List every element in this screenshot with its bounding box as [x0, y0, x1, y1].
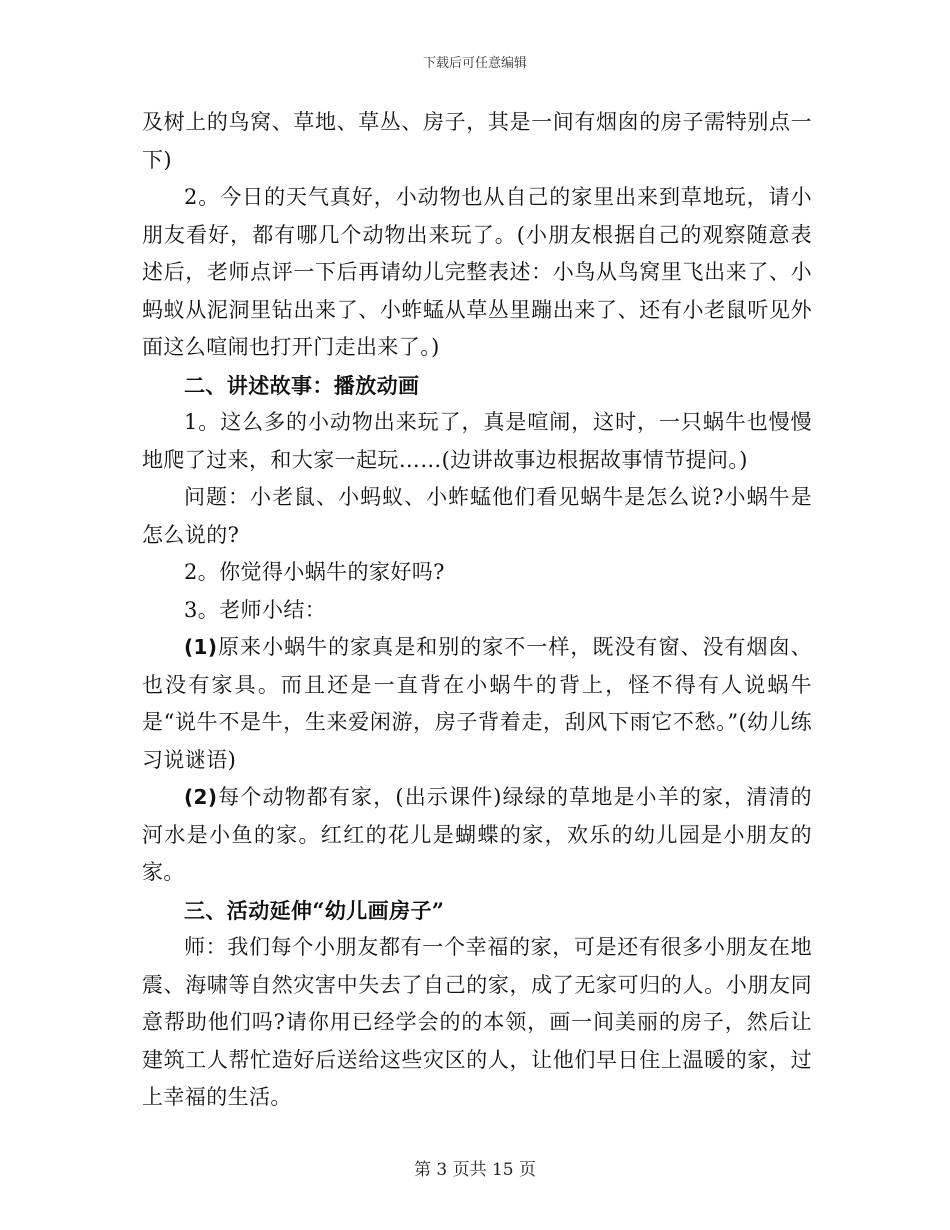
summary-2-text: 每个动物都有家，(出示课件)绿绿的草地是小羊的家，清清的河水是小鱼的家。红红的花儿是蝴蝶的家，欢乐的幼儿园是小朋友的家。	[142, 785, 812, 884]
paragraph-snail-arrives: 1。这么多的小动物出来玩了，真是喧闹，这时，一只蜗牛也慢慢地爬了过来，和大家一起玩……(边讲故事边根据故事情节提问。)	[142, 410, 812, 472]
paragraph-continued: 及树上的鸟窝、草地、草丛、房子，其是一间有烟囱的房子需特别点一下)	[142, 110, 812, 172]
list-number: (1)	[184, 635, 218, 659]
document-body	[142, 104, 812, 1117]
summary-1-text: 原来小蜗牛的家真是和别的家不一样，既没有窗、没有烟囱、也没有家具。而且还是一直背在小蜗牛的背上，怪不得有人说蜗牛是“说牛不是牛，生来爱闲游，房子背着走，刮风下雨它不愁。”(幼儿练习说谜语)	[142, 635, 812, 772]
page-header: 下载后可任意编辑	[422, 56, 527, 71]
paragraph-drawing-task: 师：我们每个小朋友都有一个幸福的家，可是还有很多小朋友在地震、海啸等自然灾害中失去了自己的家，成了无家可归的人。小朋友同意帮助他们吗?请你用已经学会的的本领，画一间美丽的房子，然后让建筑工人帮忙造好后送给这些灾区的人，让他们早日住上温暖的家，过上幸福的生活。	[142, 935, 812, 1109]
paragraph-summary-title: 3。老师小结：	[184, 597, 327, 622]
paragraph-question: 问题：小老鼠、小蚂蚁、小蚱蜢他们看见蜗牛是怎么说?小蜗牛是怎么说的?	[142, 485, 812, 547]
paragraph-summary-2	[142, 779, 812, 892]
paragraph-summary-1	[142, 629, 812, 779]
paragraph-weather: 2。今日的天气真好，小动物也从自己的家里出来到草地玩，请小朋友看好，都有哪几个动物出来玩了。(小朋友根据自己的观察随意表述后，老师点评一下后再请幼儿完整表述：小鸟从鸟窝里飞出来了、小蚂蚁从泥洞里钻出来了、小蚱蜢从草丛里蹦出来了、还有小老鼠听见外面这么喧闹也打开门走出来了。)	[142, 185, 812, 359]
paragraph-snail-home: 2。你觉得小蜗牛的家好吗?	[184, 560, 445, 584]
section-heading-story: 二、讲述故事：播放动画	[184, 372, 420, 398]
section-heading-extension: 三、活动延伸“幼儿画房子”	[184, 897, 445, 923]
list-number: (2)	[184, 785, 218, 809]
page-footer: 第 3 页共 15 页	[413, 1160, 537, 1180]
